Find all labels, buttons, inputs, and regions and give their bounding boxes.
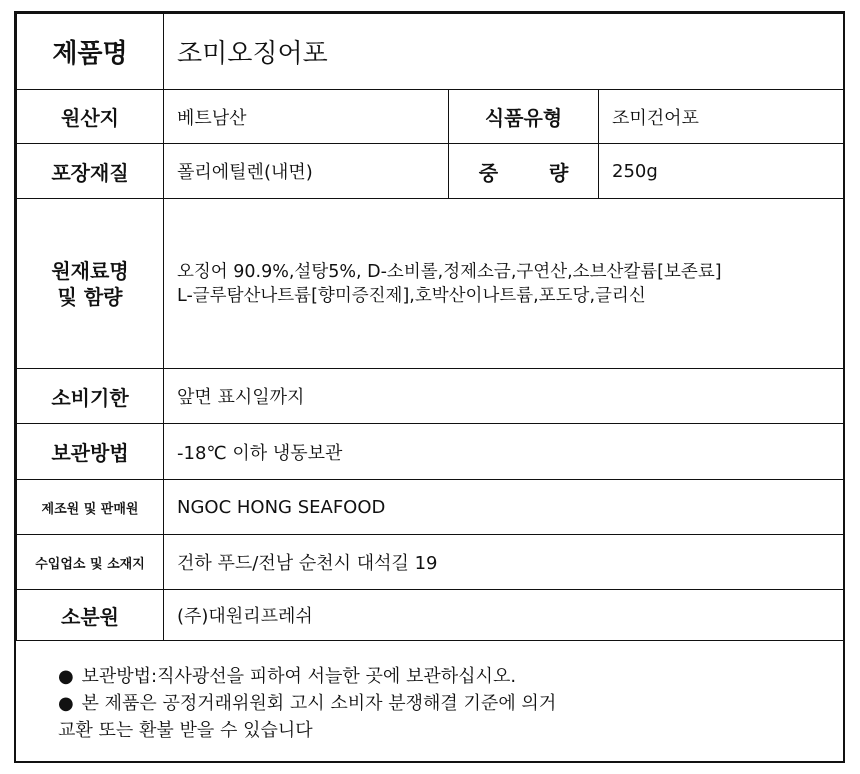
ingredients-value-line2: L-글루탐산나트륨[향미증진제],호박산이나트륨,포도당,글리신 [177, 285, 646, 306]
origin-label: 원산지 [17, 90, 164, 144]
ingredients-label-line1: 원재료명 [51, 258, 129, 283]
note-storage-text: 보관방법:직사광선을 피하여 서늘한 곳에 보관하십시오. [81, 666, 517, 687]
storage-label: 보관방법 [17, 424, 164, 480]
packaging-label: 포장재질 [17, 144, 164, 199]
note-refund [58, 690, 843, 717]
manufacturer-value: NGOC HONG SEAFOOD [164, 480, 844, 535]
ingredients-value [164, 199, 844, 369]
row-product-name [17, 14, 844, 90]
distributor-label: 소분원 [17, 590, 164, 641]
expiry-label: 소비기한 [17, 369, 164, 424]
product-name-label: 제품명 [17, 14, 164, 90]
row-ingredients [17, 199, 844, 369]
storage-value: -18℃ 이하 냉동보관 [164, 424, 844, 480]
note-refund-text: 본 제품은 공정거래위원회 고시 소비자 분쟁해결 기준에 의거 [81, 693, 557, 714]
ingredients-label-line2: 및 함량 [57, 284, 123, 309]
note-refund-continued: 교환 또는 환불 받을 수 있습니다 [58, 720, 313, 741]
packaging-value: 폴리에틸렌(내면) [164, 144, 449, 199]
bullet-icon: ● [58, 666, 74, 687]
weight-value: 250g [599, 144, 844, 199]
expiry-value: 앞면 표시일까지 [164, 369, 844, 424]
product-label-sheet [14, 11, 845, 763]
distributor-value: (주)대원리프레쉬 [164, 590, 844, 641]
row-distributor [17, 590, 844, 641]
bullet-icon: ● [58, 693, 74, 714]
row-importer [17, 535, 844, 590]
weight-label-text: 중 량 [478, 160, 591, 185]
notes-section [16, 641, 843, 744]
ingredients-value-line1: 오징어 90.9%,설탕5%, D-소비롤,정제소금,구연산,소브산칼륨[보존료] [177, 261, 722, 282]
food-type-value: 조미건어포 [599, 90, 844, 144]
product-name-value: 조미오징어포 [164, 14, 844, 90]
note-storage [58, 663, 843, 690]
row-expiry [17, 369, 844, 424]
manufacturer-label: 제조원 및 판매원 [17, 480, 164, 535]
importer-label: 수입업소 및 소재지 [17, 535, 164, 590]
weight-label [449, 144, 599, 199]
product-info-table [16, 13, 844, 641]
row-origin-type [17, 90, 844, 144]
row-packaging-weight [17, 144, 844, 199]
importer-value: 건하 푸드/전남 순천시 대석길 19 [164, 535, 844, 590]
row-manufacturer [17, 480, 844, 535]
food-type-label: 식품유형 [449, 90, 599, 144]
origin-value: 베트남산 [164, 90, 449, 144]
row-storage [17, 424, 844, 480]
ingredients-label [17, 199, 164, 369]
